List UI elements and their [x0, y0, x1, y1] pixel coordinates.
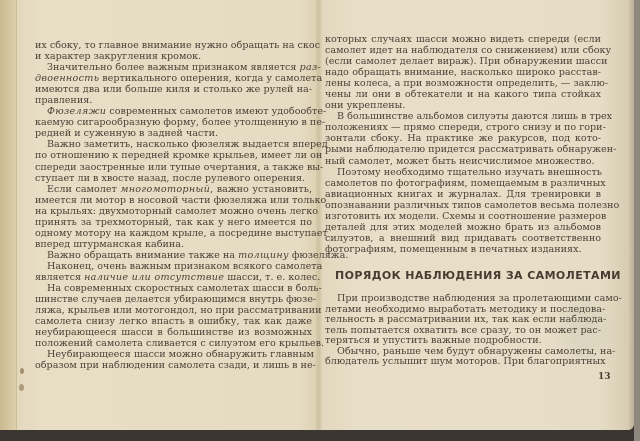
text-line [325, 67, 601, 78]
text-run: они укреплены. [325, 100, 406, 112]
text-line [35, 62, 322, 74]
emphasized-text: толщину [238, 249, 289, 261]
text-line [35, 205, 319, 217]
page-number: 13 [598, 372, 611, 382]
text-line [325, 156, 601, 167]
text-line [325, 133, 601, 144]
text-run: (если самолет делает вираж). При обнаружении шасси [325, 56, 608, 68]
text-run: ный самолет, может быть неисчислимое множество. [325, 155, 595, 167]
text-run: и характер закругления кромок. [35, 51, 202, 63]
text-run: на крыльях: двухмоторный самолет можно очень легко [35, 205, 319, 217]
text-run: имеются два или больше киля и столько же рулей на- [35, 84, 312, 96]
text-line [325, 167, 601, 178]
text-run: летами необходимо выработать методику и последова- [325, 303, 606, 315]
text-run: лены колеса, а при возможности определить, — заклю- [325, 78, 609, 90]
text-line [35, 95, 312, 106]
text-run: редней и суженную в задней части. [35, 128, 219, 140]
text-run: Важно обращать внимание также на [47, 249, 239, 261]
text-line [35, 260, 323, 272]
text-run: надо обращать внимание, насколько широко расстав- [325, 67, 601, 79]
text-run: Неубирающееся шасси можно обнаружить главным [47, 349, 314, 361]
text-run: Обычно, раньше чем будут обнаружены самолеты, на- [337, 345, 616, 357]
text-run: их сбоку, то главное внимание нужно обращать на скос [35, 40, 321, 51]
text-line [35, 249, 349, 261]
text-run: имеется ли мотор в носовой части фюзеляжа или только [35, 194, 327, 206]
text-run: Если самолет [47, 183, 121, 195]
text-run: При производстве наблюдения за пролетающими само- [337, 293, 622, 304]
page-edge [0, 0, 17, 430]
text-line [35, 106, 327, 118]
text-line [35, 239, 312, 250]
stain [20, 368, 24, 374]
text-line [325, 89, 601, 100]
text-line [325, 244, 601, 255]
text-line [325, 45, 612, 57]
right-page-text [325, 34, 620, 255]
text-line [35, 84, 312, 95]
text-run: чены ли они в обтекатели и на какого типа стойках [325, 89, 601, 101]
left-page-text [35, 40, 349, 372]
text-run: самолета снизу легко впасть в ошибку, так как даже [35, 316, 312, 328]
text-line [325, 199, 620, 211]
text-run: ступает ли в хвосте назад, после рулевого оперения. [35, 172, 306, 184]
emphasized-text: Фюзеляжи [47, 106, 107, 118]
text-run: блюдатель услышит шум моторов. При благоприятных [325, 356, 606, 367]
text-line [35, 117, 326, 129]
text-line [35, 184, 312, 195]
text-line [35, 360, 316, 372]
text-run: фотографиям, помещенным в печатных изданиях. [325, 243, 582, 255]
text-run: положений самолета сливается с силуэтом его крыльев. [35, 338, 325, 350]
text-line [35, 316, 312, 327]
text-line [325, 233, 601, 244]
text-run: Наконец, очень важным признаком всякого самолета [47, 260, 323, 272]
text-run: самолет идет на наблюдателя со снижением) или сбоку [325, 45, 612, 57]
text-line [35, 283, 322, 295]
text-line [35, 338, 325, 350]
text-run: вертикального оперения, когда у самолета [99, 73, 323, 85]
text-run: спереди заостренные или тупые очертания, а также вы- [35, 161, 324, 173]
text-line [325, 100, 601, 111]
text-run: является [35, 271, 85, 283]
text-run: шинстве случаев делается убирающимся внутрь фюзе- [35, 294, 317, 306]
text-line [35, 305, 322, 317]
text-line [35, 139, 328, 151]
text-run: изготовить их модели. Схемы и соотношение размеров [325, 210, 607, 222]
text-line [325, 34, 601, 45]
text-line [325, 177, 606, 189]
text-run: В большинстве альбомов силуэты даются лишь в трех [337, 111, 613, 123]
text-run: силуэтов, а внешний вид придавать соответственно [325, 232, 601, 244]
text-run: Важно заметить, насколько фюзеляж выдается вперед [47, 139, 328, 151]
text-line [325, 78, 609, 90]
stain [19, 384, 24, 391]
emphasized-text: многомоторный [120, 183, 211, 195]
text-line [35, 161, 324, 173]
text-line [35, 73, 323, 85]
emphasized-text: двоенность [35, 73, 100, 85]
text-run: опознавании различных типов самолетов весьма полезно [325, 199, 620, 211]
text-run: вперед штурманская кабина. [35, 238, 185, 250]
text-line [325, 111, 613, 123]
text-run: каемую сигарообразную форму, более утолщенную в пе- [35, 117, 326, 129]
text-run: авиационных книгах и журналах. Для тренировки в [325, 188, 601, 200]
text-run: зонтали сбоку. На практике же ракурсов, под кото- [325, 133, 601, 145]
text-run: образом при наблюдении самолета сзади, и лишь в не- [35, 360, 316, 372]
text-run: фюзеляжа. [288, 249, 349, 261]
text-line [325, 222, 601, 233]
text-line [35, 327, 312, 338]
text-run: современных самолетов имеют удобообте- [106, 106, 327, 118]
text-line [325, 210, 607, 222]
text-run: тель попытается охватить все сразу, то он может рас- [325, 324, 601, 336]
text-run: тельность в рассматривании их, так как если наблюда- [325, 314, 607, 325]
text-run: по отношению к передней кромке крыльев, имеет ли он [35, 150, 323, 162]
text-run: самолетов по фотографиям, помещаемым в различных [325, 177, 606, 189]
text-run: правления. [35, 95, 93, 107]
text-run: На современных скоростных самолетах шасси в боль- [47, 283, 322, 295]
text-line [325, 144, 617, 156]
text-run: , важно установить, [210, 183, 312, 195]
emphasized-text: раз- [299, 62, 322, 74]
section-heading: ПОРЯДОК НАБЛЮДЕНИЯ ЗА САМОЛЕТАМИ [335, 269, 621, 282]
text-line [35, 294, 317, 306]
text-run: деталей для этих моделей можно брать из альбомов [325, 221, 601, 233]
text-line [325, 189, 601, 200]
background-edge [634, 0, 640, 441]
emphasized-text: наличие или отсутствие [84, 271, 225, 283]
text-run: которых случаях шасси можно видеть спереди (если [325, 34, 601, 45]
text-run: положениях — прямо спереди, строго снизу и по гори- [325, 122, 606, 134]
text-line [35, 173, 312, 184]
text-run: принять за трехмоторный, так как у него имеется по [35, 216, 312, 228]
text-line [35, 227, 328, 239]
text-line [35, 150, 323, 162]
text-run: ляжа, крыльев или мотогондол, но при рассматривании [35, 305, 322, 317]
text-run: неубирающееся шасси в большинстве из возможных [35, 327, 312, 339]
text-run: теряться и упустить важные подробности. [325, 335, 542, 346]
text-line [35, 40, 321, 51]
text-line [35, 349, 312, 360]
text-line [35, 194, 327, 206]
right-page-text-section [325, 293, 622, 368]
text-line [35, 51, 312, 62]
text-line [325, 122, 606, 134]
text-line [35, 128, 312, 139]
text-run: Значительно более важным признаком является [47, 62, 300, 74]
text-line [325, 356, 606, 368]
text-run: рыми наблюдателю придется рассматривать обнаружен- [325, 144, 617, 156]
text-run: шасси, т. е. колес. [224, 271, 321, 283]
text-line [325, 56, 608, 68]
text-run: одному мотору на каждом крыле, а посредине выступает [35, 227, 328, 239]
text-line [35, 217, 312, 228]
text-run: Поэтому необходимо тщательно изучать внешность [337, 166, 603, 178]
text-line [35, 271, 321, 283]
